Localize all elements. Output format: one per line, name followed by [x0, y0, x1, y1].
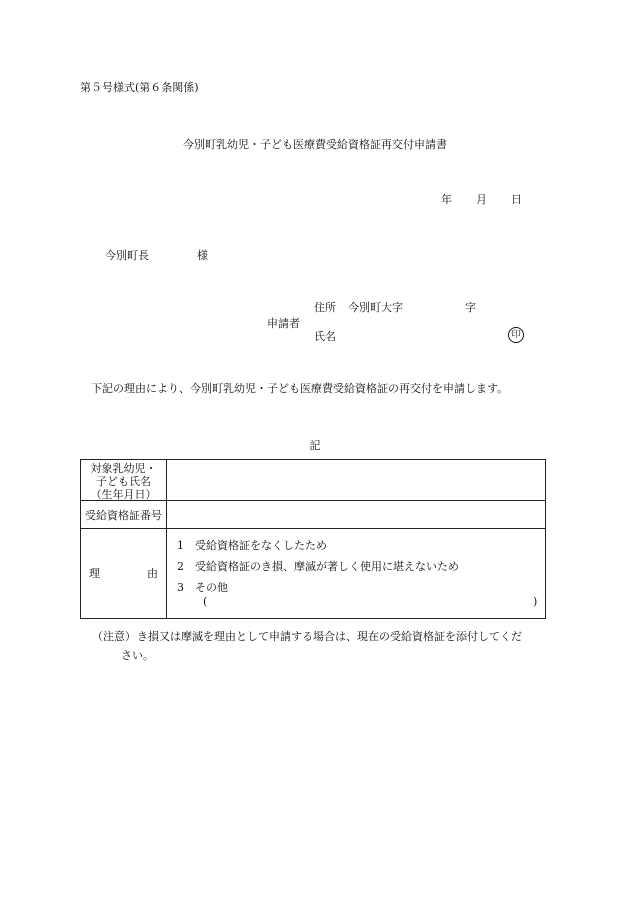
- other-reason-open-paren: (: [203, 595, 208, 608]
- application-statement: 下記の理由により、今別町乳幼児・子ども医療費受給資格証の再交付を申請します。: [91, 382, 509, 395]
- notice-text: さい。: [121, 649, 154, 662]
- reason-option: 2 受給資格証のき損、摩滅が著しく使用に堪えないため: [177, 560, 459, 573]
- reason-label: 由: [147, 567, 158, 580]
- child-name-label-line: 子ども氏名: [96, 475, 151, 488]
- table-column-divider: [166, 460, 167, 618]
- date-year-label: 年: [441, 193, 452, 206]
- notice-text: き損又は摩滅を理由として申請する場合は、現在の受給資格証を添付してくだ: [137, 630, 522, 643]
- seal-icon: 印: [508, 327, 524, 343]
- name-label: 氏名: [314, 330, 336, 343]
- child-name-label-line: 対象乳幼児・: [90, 462, 157, 475]
- reason-option: 3 その他: [177, 581, 228, 594]
- ki-heading: 記: [309, 439, 321, 452]
- addressee-honorific: 様: [197, 249, 208, 262]
- address-label: 住所: [314, 301, 336, 314]
- form-number: 第５号様式(第６条関係): [80, 81, 199, 94]
- document-title: 今別町乳幼児・子ども医療費受給資格証再交付申請書: [183, 138, 447, 151]
- child-name-label: [81, 462, 166, 501]
- notice-prefix: （注意）: [92, 630, 136, 643]
- address-value: 今別町大字: [348, 301, 403, 314]
- reason-option: 1 受給資格証をなくしたため: [177, 539, 327, 552]
- table-divider: [81, 528, 545, 529]
- application-table: [80, 459, 546, 619]
- aza-label: 字: [465, 301, 476, 314]
- date-month-label: 月: [476, 193, 487, 206]
- date-day-label: 日: [511, 193, 522, 206]
- child-name-label-line: （生年月日）: [90, 488, 157, 501]
- addressee-name: 今別町長: [105, 249, 149, 262]
- applicant-label: 申請者: [267, 317, 300, 330]
- reason-label: 理: [89, 567, 100, 580]
- other-reason-close-paren: ): [533, 595, 538, 608]
- cert-number-label: 受給資格証番号: [85, 509, 162, 522]
